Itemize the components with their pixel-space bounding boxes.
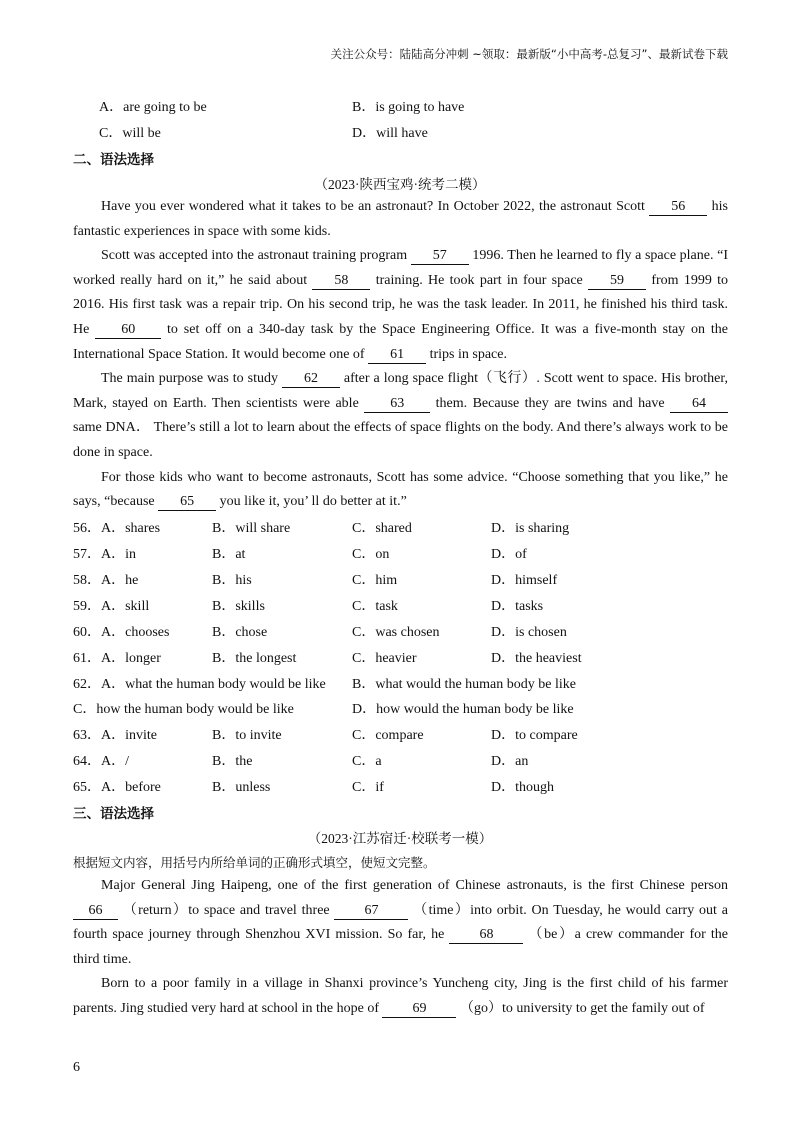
option-a-label: A．shares bbox=[101, 521, 161, 536]
section-2-passage bbox=[73, 195, 728, 515]
question-option-b: B．the bbox=[212, 754, 253, 769]
question-option-d: D．tasks bbox=[491, 599, 544, 614]
question-option-c: C．if bbox=[352, 780, 384, 795]
question-option-b: B．skills bbox=[212, 599, 265, 614]
q62-option-a: 62．A．what the human body would be like bbox=[73, 677, 326, 692]
blank-59[interactable]: 59 bbox=[588, 273, 646, 290]
question-option-b: B．unless bbox=[212, 780, 271, 795]
question-option-b: B．the longest bbox=[212, 651, 297, 666]
question-option-d: D．the heaviest bbox=[491, 651, 582, 666]
q62-option-d: D．how would the human body be like bbox=[352, 702, 574, 717]
question-option-c: C．shared bbox=[352, 521, 412, 536]
option-a-label: A．skill bbox=[101, 599, 150, 614]
option-a-label: A．in bbox=[101, 547, 136, 562]
blank-69[interactable]: 69 bbox=[382, 1001, 456, 1018]
blank-63[interactable]: 63 bbox=[364, 396, 430, 413]
question-option-a bbox=[73, 517, 160, 537]
question-option-c: C．task bbox=[352, 599, 398, 614]
blank-65[interactable]: 65 bbox=[158, 494, 216, 511]
question-option-c: C．heavier bbox=[352, 651, 417, 666]
question-option-a bbox=[73, 647, 161, 667]
question-number: 58． bbox=[73, 573, 101, 588]
question-number: 65． bbox=[73, 780, 101, 795]
question-option-d: D．is sharing bbox=[491, 521, 570, 536]
question-option-a bbox=[73, 543, 136, 563]
passage-paragraph: Have you ever wondered what it takes to be an astronaut? In October 2022, the astronaut Scott 56 his fantastic experiences in space with some kids. bbox=[73, 199, 728, 239]
q62-option-c: C．how the human body would be like bbox=[73, 702, 294, 717]
option-a-label: A．longer bbox=[101, 651, 161, 666]
blank-57[interactable]: 57 bbox=[411, 248, 469, 265]
question-option-a bbox=[73, 595, 149, 615]
prev-option-c: C．will be bbox=[99, 126, 161, 141]
blank-66[interactable]: 66 bbox=[73, 903, 118, 920]
question-number: 61． bbox=[73, 651, 101, 666]
section-2-source: （2023·陕西宝鸡·统考二模） bbox=[314, 177, 486, 192]
section-2-heading: 二、语法选择 bbox=[73, 152, 154, 168]
passage-paragraph: Major General Jing Haipeng, one of the first generation of Chinese astronauts, is the first Chinese person 66 （return）to space and travel three 67 （time）into orbit. On Tuesday, he would carry out a fourth space journey through Shenzhou XVI mission. So far, he 68 （be）a crew commander for the third time. bbox=[73, 878, 729, 967]
page-header: 关注公众号：陆陆高分冲刺 ~领取：最新版“小中高考-总复习”、最新试卷下载 bbox=[330, 47, 728, 61]
blank-61[interactable]: 61 bbox=[368, 347, 426, 364]
question-option-a bbox=[73, 750, 129, 770]
question-option-a bbox=[73, 621, 169, 641]
passage-paragraph: Scott was accepted into the astronaut training program 57 1996. Then he learned to fly a space plane. “I worked really hard on it,” he said about 58 training. He took part in four space 59 from 1999 to 2016. His first task was a repair trip. On his second trip, he was the task leader. In 2011, he finished his third task. He 60 to set off on a 340-day task by the Space Engineering Office. It was a five-month stay on the International Space Station. It would become one of 61 trips in space. bbox=[73, 248, 729, 362]
prev-option-b: B．is going to have bbox=[352, 100, 465, 115]
blank-58[interactable]: 58 bbox=[312, 273, 370, 290]
question-option-d: D．to compare bbox=[491, 728, 578, 743]
passage-paragraph: For those kids who want to become astronauts, Scott has some advice. “Choose something that you like,” he says, “because 65 you like it, you’ ll do better at it.” bbox=[73, 469, 728, 510]
question-number: 57． bbox=[73, 547, 101, 562]
question-option-b: B．at bbox=[212, 547, 246, 562]
blank-60[interactable]: 60 bbox=[95, 322, 161, 339]
question-option-a bbox=[73, 569, 138, 589]
question-option-c: C．on bbox=[352, 547, 390, 562]
section-3-heading: 三、语法选择 bbox=[73, 806, 154, 822]
blank-68[interactable]: 68 bbox=[449, 927, 523, 944]
section-3-instruction: 根据短文内容，用括号内所给单词的正确形式填空，使短文完整。 bbox=[73, 855, 436, 870]
option-a-label: A．chooses bbox=[101, 625, 170, 640]
question-option-b: B．his bbox=[212, 573, 252, 588]
page-number: 6 bbox=[73, 1060, 80, 1075]
question-option-c: C．him bbox=[352, 573, 398, 588]
question-option-d: D．an bbox=[491, 754, 529, 769]
question-option-d: D．of bbox=[491, 547, 527, 562]
section-3-passage bbox=[73, 874, 728, 1022]
option-a-label: A．/ bbox=[101, 754, 129, 769]
prev-option-a: A．are going to be bbox=[99, 100, 207, 115]
blank-62[interactable]: 62 bbox=[282, 371, 340, 388]
question-option-c: C．compare bbox=[352, 728, 424, 743]
blank-64[interactable]: 64 bbox=[670, 396, 728, 413]
passage-paragraph: Born to a poor family in a village in Shanxi province’s Yuncheng city, Jing is the first child of his farmer parents. Jing studied very hard at school in the hope of 69 （go）to university to get the family out of bbox=[73, 976, 728, 1016]
blank-56[interactable]: 56 bbox=[649, 199, 707, 216]
question-option-a bbox=[73, 724, 157, 744]
section-3-source: （2023·江苏宿迁·校联考一模） bbox=[307, 831, 493, 846]
question-option-c: C．was chosen bbox=[352, 625, 440, 640]
prev-option-d: D．will have bbox=[352, 126, 428, 141]
question-option-b: B．will share bbox=[212, 521, 291, 536]
question-option-b: B．to invite bbox=[212, 728, 282, 743]
option-a-label: A．he bbox=[101, 573, 139, 588]
blank-67[interactable]: 67 bbox=[334, 903, 408, 920]
question-number: 63． bbox=[73, 728, 101, 743]
question-option-d: D．though bbox=[491, 780, 554, 795]
question-option-c: C．a bbox=[352, 754, 382, 769]
question-option-a bbox=[73, 776, 161, 796]
passage-paragraph: The main purpose was to study 62 after a long space flight（飞行）. Scott went to space. His brother, Mark, stayed on Earth. Then scientists were able 63 them. Because they are twins and have 64 same DNA． There’s still a lot to learn about the effects of space flights on the body. And there’s always work to be done in space. bbox=[73, 371, 728, 460]
option-a-label: A．before bbox=[101, 780, 161, 795]
question-number: 64． bbox=[73, 754, 101, 769]
question-number: 59． bbox=[73, 599, 101, 614]
question-number: 56． bbox=[73, 521, 101, 536]
question-number: 60． bbox=[73, 625, 101, 640]
question-option-d: D．is chosen bbox=[491, 625, 567, 640]
question-option-d: D．himself bbox=[491, 573, 558, 588]
question-option-b: B．chose bbox=[212, 625, 268, 640]
q62-option-b: B．what would the human body be like bbox=[352, 677, 576, 692]
option-a-label: A．invite bbox=[101, 728, 157, 743]
